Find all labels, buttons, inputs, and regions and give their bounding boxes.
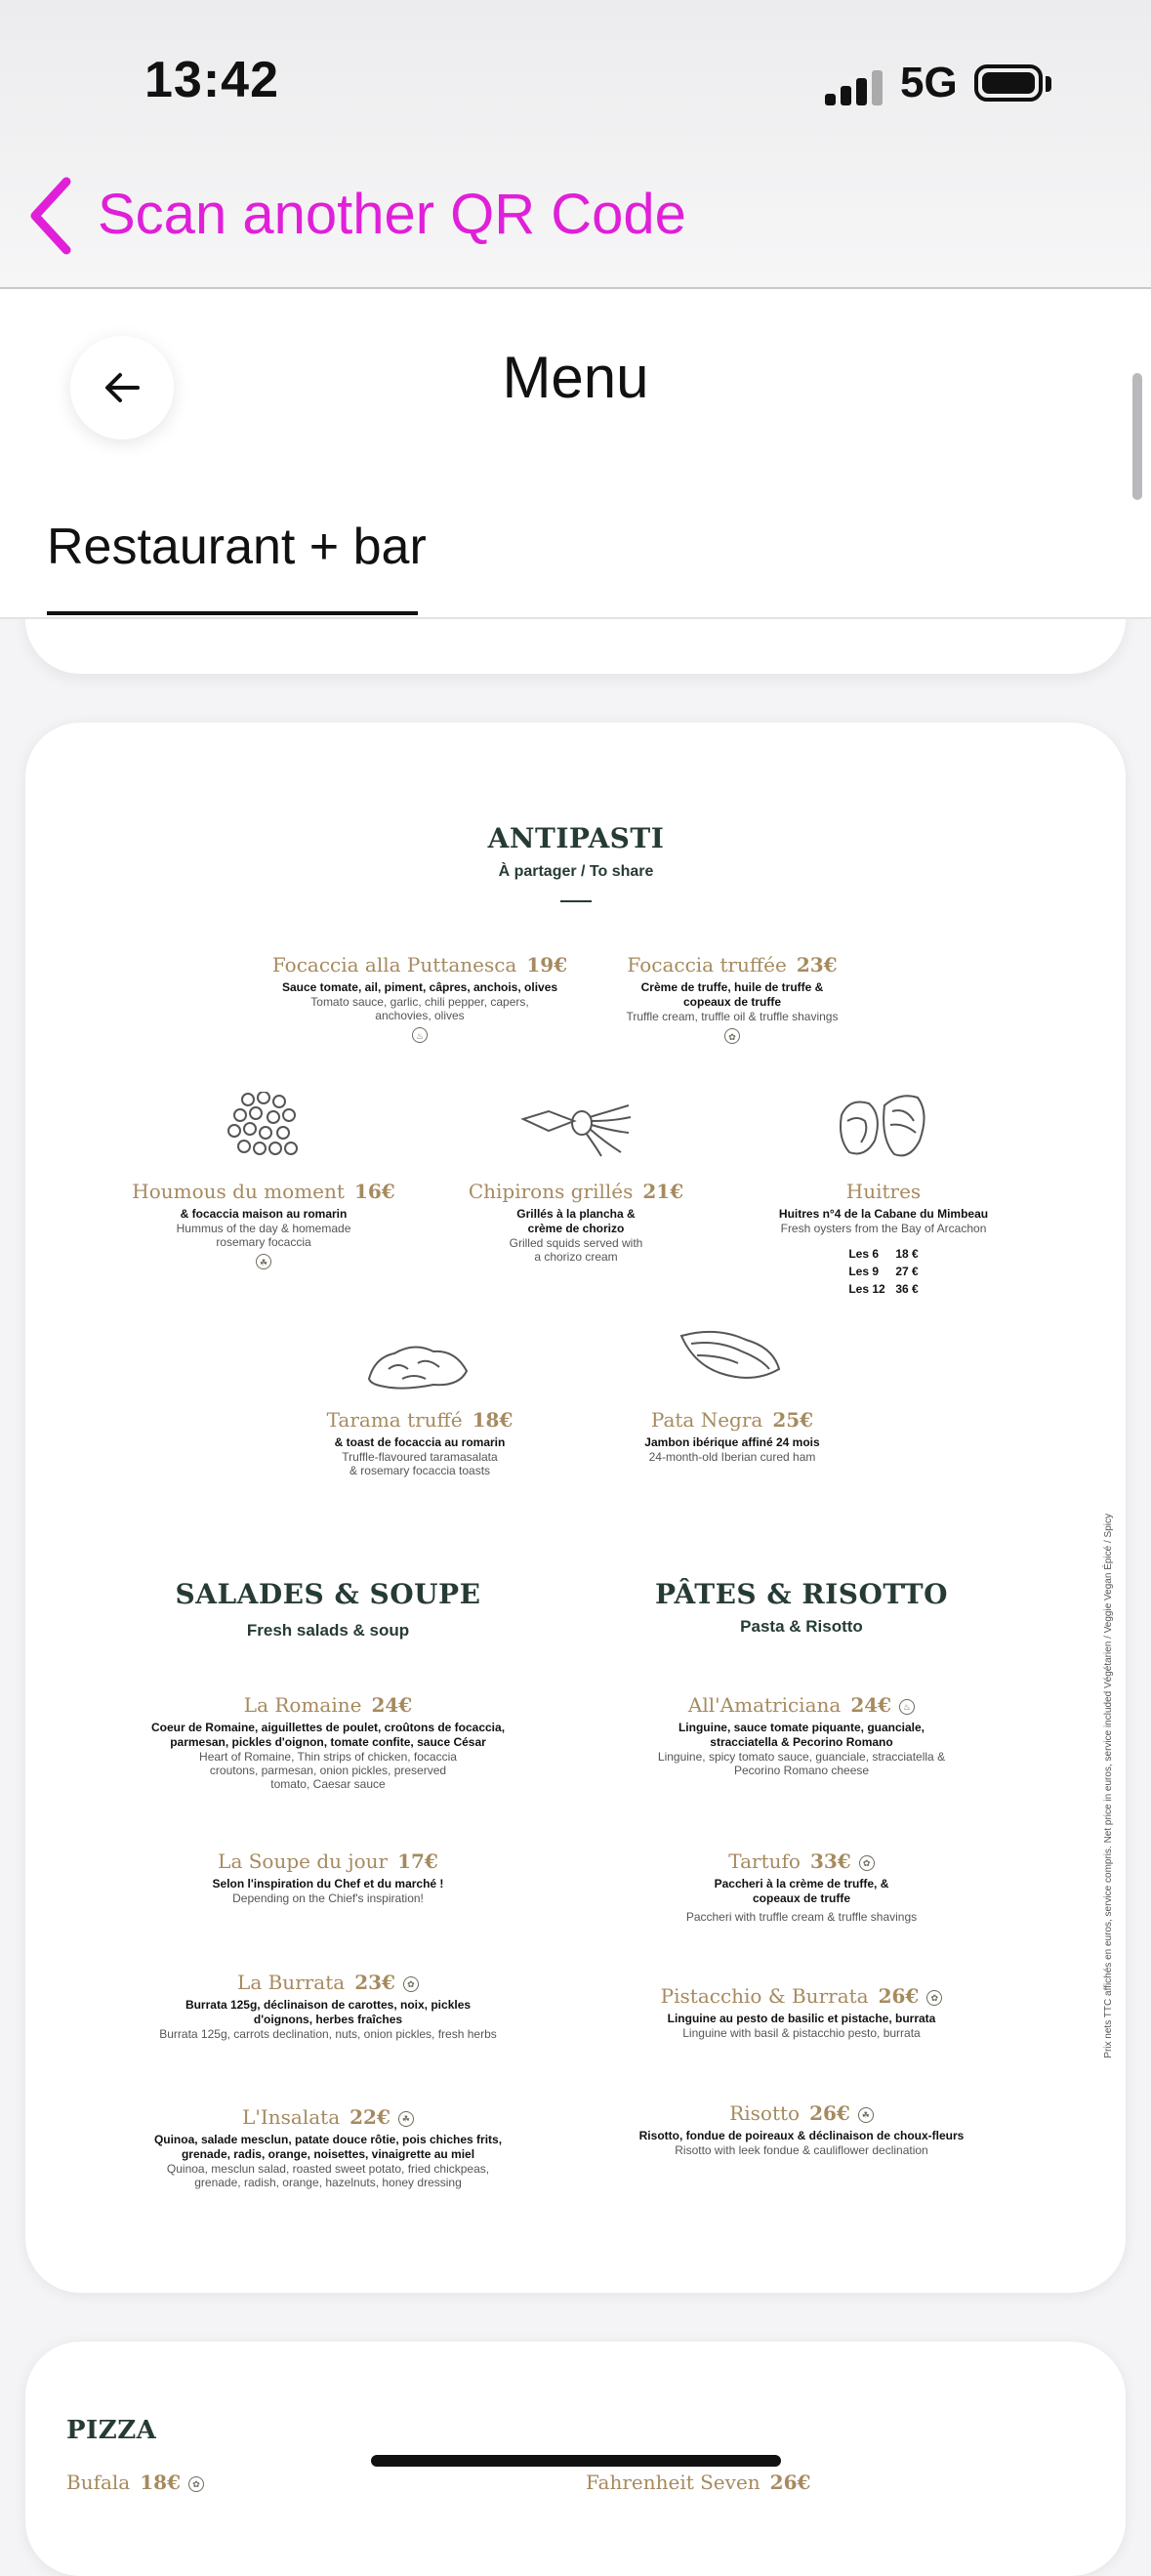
- item-name: Huitres: [845, 1180, 922, 1203]
- item-price: 21€: [642, 1180, 684, 1203]
- item-desc-fr: Crème de truffe, huile de truffe & copeaux de truffe: [640, 980, 824, 1009]
- item-name: Fahrenheit Seven: [586, 2471, 760, 2494]
- item-desc-fr: Burrata 125g, déclinaison de carottes, noix, pickles d'oignons, herbes fraîches: [185, 1998, 472, 2026]
- item-desc-fr: Paccheri à la crème de truffe, & copeaux de truffe: [714, 1877, 889, 1905]
- item-desc-en: Linguine, spicy tomato sauce, guanciale, stracciatella & Pecorino Romano cheese: [657, 1750, 946, 1777]
- item-price: 24€: [371, 1693, 413, 1717]
- vegetarian-icon: ✿: [188, 2476, 204, 2492]
- item-desc-en: Burrata 125g, carrots declination, nuts, onion pickles, fresh herbs: [159, 2027, 497, 2041]
- section-divider: [560, 900, 592, 902]
- salades-subtitle: Fresh salads & soup: [246, 1621, 410, 1640]
- item-price: 25€: [772, 1408, 814, 1432]
- item-price: 16€: [353, 1180, 395, 1203]
- antipasti-title: ANTIPASTI: [487, 822, 665, 854]
- network-label: 5G: [900, 59, 958, 106]
- item-desc-en: Grilled squids served with a chorizo cream: [509, 1236, 643, 1264]
- item-name: Tarama truffé: [326, 1408, 463, 1432]
- status-time: 13:42: [144, 52, 279, 108]
- item-desc-fr: Huitres n°4 de la Cabane du Mimbeau: [778, 1207, 989, 1221]
- menu-item: [586, 2471, 810, 2494]
- menu-item: [133, 1971, 523, 2041]
- item-price: 22€: [349, 2105, 391, 2129]
- item-desc-fr: Jambon ibérique affiné 24 mois: [644, 1435, 820, 1449]
- antipasti-subtitle: À partager / To share: [498, 863, 654, 880]
- oyster-option: Les 9 27 €: [848, 1265, 919, 1278]
- item-name: Pata Negra: [650, 1408, 763, 1432]
- chickpeas-illustration: [226, 1092, 303, 1162]
- item-price: 18€: [472, 1408, 514, 1432]
- item-name: All'Amatriciana: [687, 1693, 842, 1717]
- item-price: 23€: [796, 953, 838, 976]
- item-desc-fr: Grillés à la plancha & crème de chorizo: [516, 1207, 636, 1235]
- item-name: L'Insalata: [242, 2105, 341, 2129]
- ham-illustration: [678, 1326, 783, 1387]
- battery-nub: [1046, 76, 1051, 92]
- item-desc-en: Depending on the Chief's inspiration!: [232, 1891, 424, 1905]
- item-desc-en: Fresh oysters from the Bay of Arcachon: [780, 1222, 987, 1235]
- oyster-option: Les 12 36 €: [848, 1282, 919, 1296]
- item-desc-fr: Quinoa, salade mesclun, patate douce rôtie, pois chiches frits, grenade, radis, orange, noisettes, vinaigrette au miel: [153, 2133, 503, 2161]
- item-name: La Soupe du jour: [218, 1849, 389, 1873]
- item-price: 23€: [354, 1971, 395, 1994]
- oyster-option: Les 6 18 €: [848, 1247, 919, 1261]
- item-desc-fr: Selon l'inspiration du Chef et du marché !: [212, 1877, 444, 1890]
- item-price: 17€: [397, 1849, 438, 1873]
- item-desc-fr: Sauce tomate, ail, piment, câpres, anchois, olives: [281, 980, 558, 994]
- scan-back-button[interactable]: [25, 176, 74, 261]
- item-name: Tartufo: [728, 1849, 801, 1873]
- menu-item: [133, 1693, 523, 1791]
- item-name: Chipirons grillés: [468, 1180, 634, 1203]
- menu-item: [742, 1180, 1025, 1298]
- item-desc-en: 24-month-old Iberian cured ham: [648, 1450, 816, 1464]
- oysters-illustration: [836, 1092, 929, 1164]
- spicy-icon: ♨: [899, 1699, 915, 1715]
- menu-item: [587, 2101, 1016, 2157]
- menu-item: [117, 1180, 410, 1270]
- item-price: 18€: [140, 2471, 181, 2494]
- tarama-illustration: [365, 1340, 471, 1391]
- menu-item: [606, 1693, 997, 1777]
- item-name: Pistacchio & Burrata: [660, 1984, 869, 2008]
- item-name: Risotto: [729, 2101, 801, 2125]
- item-desc-en: Linguine with basil & pistacchio pesto, burrata: [682, 2026, 921, 2040]
- item-desc-en: Heart of Romaine, Thin strips of chicken, focaccia croutons, parmesan, onion pickles, preserved tomato, Caesar sauce: [199, 1750, 457, 1791]
- vegetarian-icon: ✿: [724, 1028, 740, 1044]
- home-indicator[interactable]: [371, 2455, 781, 2467]
- tab-restaurant-bar[interactable]: Restaurant + bar: [47, 519, 427, 575]
- item-desc-en: Tomato sauce, garlic, chili pepper, capers, anchovies, olives: [310, 995, 529, 1022]
- item-name: Houmous du moment: [132, 1180, 345, 1203]
- item-desc-en: Paccheri with truffle cream & truffle shavings: [685, 1910, 918, 1924]
- chevron-left-icon: [25, 176, 74, 256]
- item-desc-fr: & toast de focaccia au romarin: [334, 1435, 506, 1449]
- item-desc-en: Risotto with leek fondue & cauliflower declination: [675, 2143, 928, 2157]
- item-price: 24€: [850, 1693, 892, 1717]
- pates-title: PÂTES & RISOTTO: [655, 1578, 948, 1610]
- spicy-icon: ♨: [412, 1027, 428, 1043]
- menu-item: [430, 1180, 722, 1264]
- item-name: Focaccia truffée: [627, 953, 787, 976]
- menu-item: [586, 1408, 879, 1464]
- vegetarian-icon: ✿: [926, 1990, 942, 2006]
- item-desc-en: Truffle cream, truffle oil & truffle shavings: [626, 1010, 839, 1023]
- pizza-title: PIZZA: [66, 2416, 157, 2445]
- item-price: 26€: [809, 2101, 850, 2125]
- vegan-icon: ☘: [398, 2111, 414, 2127]
- menu-item: [586, 953, 879, 1045]
- menu-item: [606, 1984, 997, 2040]
- battery-icon: [974, 64, 1043, 102]
- scrollbar[interactable]: [1132, 373, 1142, 500]
- page-title: Menu: [502, 345, 649, 410]
- vegetarian-icon: ✿: [859, 1855, 875, 1871]
- legend-text: Prix nets TTC affichés en euros, service compris. Net price in euros, service included Végétarien / Veggie Vegan Épicé / Spicy: [1103, 1514, 1114, 2058]
- menu-item: [606, 1849, 997, 1924]
- diet-legend: [1103, 1514, 1123, 2256]
- item-name: Bufala: [66, 2471, 131, 2494]
- item-desc-fr: Linguine, sauce tomate piquante, guanciale, stracciatella & Pecorino Romano: [678, 1721, 925, 1749]
- menu-item: [273, 1408, 566, 1477]
- menu-item: [133, 1849, 523, 1905]
- item-name: La Burrata: [237, 1971, 346, 1994]
- item-name: La Romaine: [243, 1693, 362, 1717]
- menu-item: [133, 2105, 523, 2189]
- item-desc-fr: Risotto, fondue de poireaux & déclinaison de choux-fleurs: [638, 2129, 965, 2142]
- vegan-icon: ☘: [858, 2107, 874, 2123]
- item-price: 26€: [769, 2471, 811, 2494]
- item-desc-en: Hummus of the day & homemade rosemary focaccia: [176, 1222, 351, 1249]
- item-desc-fr: Linguine au pesto de basilic et pistache, burrata: [667, 2012, 936, 2025]
- vegan-icon: ☘: [256, 1254, 271, 1269]
- item-name: Focaccia alla Puttanesca: [271, 953, 517, 976]
- item-desc-en: Truffle-flavoured taramasalata & rosemary focaccia toasts: [342, 1450, 498, 1477]
- item-desc-en: Quinoa, mesclun salad, roasted sweet potato, fried chickpeas, grenade, radish, orange, hazelnuts, honey dressing: [166, 2162, 490, 2189]
- item-desc-fr: Coeur de Romaine, aiguillettes de poulet, croûtons de focaccia, parmesan, pickles d'oignon, tomate confite, sauce César: [150, 1721, 506, 1749]
- scan-another-qr-link[interactable]: Scan another QR Code: [98, 183, 686, 246]
- squid-illustration: [519, 1098, 633, 1158]
- salades-title: SALADES & SOUPE: [175, 1578, 481, 1610]
- item-desc-fr: & focaccia maison au romarin: [180, 1207, 348, 1221]
- menu-item: [66, 2471, 204, 2494]
- vegetarian-icon: ✿: [403, 1976, 419, 1992]
- menu-item: [244, 953, 596, 1044]
- item-price: 33€: [809, 1849, 851, 1873]
- tab-underline: [47, 611, 418, 615]
- signal-icon: [825, 68, 884, 105]
- item-price: 26€: [878, 1984, 920, 2008]
- item-price: 19€: [526, 953, 568, 976]
- pates-subtitle: Pasta & Risotto: [740, 1617, 863, 1636]
